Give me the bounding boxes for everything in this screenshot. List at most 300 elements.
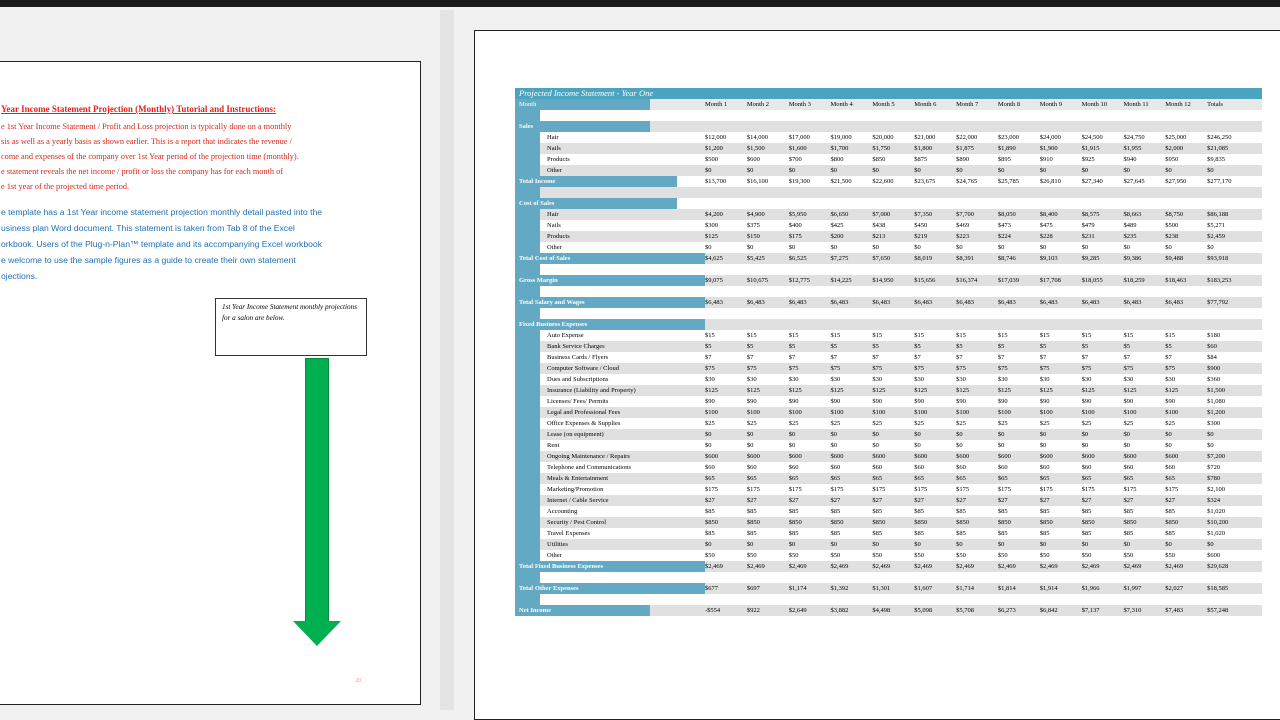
value-cell: $25	[1123, 420, 1134, 427]
value-cell: $50	[705, 552, 715, 559]
value-cell: $30	[872, 376, 883, 383]
line-item-row	[515, 330, 1262, 341]
value-cell: $100	[1165, 409, 1179, 416]
value-cell: $5,425	[746, 255, 765, 262]
value-cell: $100	[1081, 409, 1095, 416]
section-row	[515, 176, 1262, 187]
line-item-row	[515, 385, 1262, 396]
value-cell: $50	[1123, 552, 1134, 559]
value-cell: $75	[1039, 365, 1050, 372]
row-label	[515, 253, 705, 264]
value-cell: $4,900	[746, 211, 765, 218]
value-cell: $14,000	[746, 134, 768, 141]
value-cell: $30	[1081, 376, 1092, 383]
value-cell: $60	[705, 464, 715, 471]
value-cell: $0	[1165, 442, 1172, 449]
row-label	[515, 264, 705, 275]
value-cell: $850	[1039, 519, 1053, 526]
line-item-row	[515, 341, 1262, 352]
value-cell: $100	[705, 409, 718, 416]
value-cell: $850	[997, 519, 1011, 526]
line-item-row	[515, 440, 1262, 451]
value-cell: $2,469	[997, 563, 1016, 570]
value-cell: $7	[788, 354, 796, 361]
value-cell: $850	[746, 519, 760, 526]
value-cell: $2,459	[1207, 233, 1225, 240]
value-cell: $677	[705, 585, 718, 592]
value-cell: $0	[997, 167, 1005, 174]
value-cell: $17,000	[788, 134, 810, 141]
column-header: Month 11	[1123, 101, 1149, 108]
value-cell: $15	[1165, 332, 1176, 339]
value-cell: $18,585	[1207, 585, 1229, 592]
value-cell: $90	[956, 398, 966, 405]
blank-row	[515, 110, 1262, 121]
callout-box: 1st Year Income Statement monthly projections for a salon are below.	[215, 298, 367, 356]
value-cell: $1,700	[830, 145, 849, 152]
value-cell: $30	[746, 376, 757, 383]
row-label	[515, 561, 705, 572]
value-cell: $0	[872, 431, 879, 438]
value-cell: $0	[746, 442, 754, 449]
value-cell: $5	[705, 343, 712, 350]
value-cell: $0	[830, 431, 838, 438]
row-label	[515, 429, 705, 440]
row-label	[515, 242, 705, 253]
value-cell: $1,890	[997, 145, 1016, 152]
value-cell: $1,915	[1081, 145, 1100, 152]
value-cell: $5	[914, 343, 921, 350]
value-cell: $65	[872, 475, 883, 482]
value-cell: $0	[1207, 541, 1214, 548]
value-cell: $30	[997, 376, 1008, 383]
value-cell: $7,650	[872, 255, 891, 262]
value-cell: $125	[1123, 387, 1137, 394]
value-cell: $0	[705, 442, 712, 449]
month-header-label: Month	[515, 99, 705, 110]
intro-line: come and expenses of the company over 1st Year period of the projection time (monthly).	[1, 152, 299, 161]
value-cell: $85	[1123, 530, 1134, 537]
value-cell: $25	[997, 420, 1008, 427]
row-label	[515, 121, 705, 132]
section-row	[515, 319, 1262, 330]
value-cell: $0	[1165, 244, 1172, 251]
value-cell: $5,271	[1207, 222, 1225, 229]
value-cell: $100	[914, 409, 928, 416]
row-label	[515, 451, 705, 462]
value-cell: $25	[872, 420, 883, 427]
value-cell: $90	[872, 398, 883, 405]
value-cell: $8,391	[956, 255, 974, 262]
value-cell: $60	[1123, 464, 1134, 471]
value-cell: $0	[1081, 167, 1089, 174]
value-cell: $65	[788, 475, 799, 482]
row-label-text: Internet / Cable Service	[547, 497, 609, 504]
value-cell: $0	[997, 442, 1005, 449]
value-cell: $0	[997, 541, 1005, 548]
value-cell: $60	[788, 464, 799, 471]
value-cell: $7	[914, 354, 921, 361]
value-cell: $27,645	[1123, 178, 1145, 185]
value-cell: $10,200	[1207, 519, 1229, 526]
line-item-row	[515, 506, 1262, 517]
value-cell: $0	[1165, 167, 1172, 174]
value-cell: $469	[956, 222, 970, 229]
value-cell: $25	[830, 420, 841, 427]
value-cell: $7,137	[1081, 607, 1100, 614]
row-label-text: Computer Software / Cloud	[547, 365, 620, 372]
value-cell: $600	[1081, 453, 1095, 460]
value-cell: $1,875	[956, 145, 974, 152]
value-cell: $60	[997, 464, 1008, 471]
intro-line: e 1st year of the projected time period.	[1, 182, 130, 191]
value-cell: $600	[705, 453, 718, 460]
value-cell: $6,483	[956, 299, 974, 306]
line-item-row	[515, 220, 1262, 231]
value-cell: $0	[1165, 541, 1172, 548]
value-cell: $5,098	[914, 607, 933, 614]
column-header: Totals	[1207, 101, 1223, 108]
value-cell: $0	[1081, 431, 1089, 438]
value-cell: $100	[1039, 409, 1053, 416]
value-cell: $1,080	[1207, 398, 1225, 405]
row-label-text: Hair	[547, 211, 559, 218]
row-label-text: Marketing/Promotion	[547, 486, 604, 493]
value-cell: $0	[746, 431, 754, 438]
value-cell: $600	[914, 453, 928, 460]
row-label	[515, 341, 705, 352]
value-cell: $30	[1039, 376, 1050, 383]
value-cell: $27	[872, 497, 883, 504]
value-cell: $60	[1039, 464, 1050, 471]
value-cell: $910	[1039, 156, 1053, 163]
value-cell: $1,997	[1123, 585, 1142, 592]
down-arrow-icon	[305, 358, 329, 622]
value-cell: $90	[1039, 398, 1050, 405]
template-note-paragraph	[1, 204, 366, 284]
value-cell: $438	[872, 222, 886, 229]
value-cell: $0	[956, 167, 963, 174]
value-cell: $1,500	[1207, 387, 1225, 394]
value-cell: $14,225	[830, 277, 852, 284]
value-cell: $8,019	[914, 255, 933, 262]
row-label	[515, 220, 705, 231]
value-cell: $22,600	[872, 178, 894, 185]
row-label	[515, 484, 705, 495]
value-cell: $0	[872, 442, 879, 449]
value-cell: $400	[788, 222, 802, 229]
value-cell: $0	[997, 431, 1005, 438]
value-cell: $6,483	[1123, 299, 1142, 306]
value-cell: $7,275	[830, 255, 849, 262]
row-label	[515, 297, 705, 308]
value-cell: $9,103	[1039, 255, 1058, 262]
line-item-row	[515, 374, 1262, 385]
line-item-row	[515, 429, 1262, 440]
value-cell: $900	[1207, 365, 1221, 372]
column-header: Month 2	[746, 101, 770, 108]
value-cell: $600	[1039, 453, 1053, 460]
value-cell: $27	[788, 497, 799, 504]
column-header-row	[515, 99, 1262, 110]
value-cell: $2,469	[1039, 563, 1058, 570]
value-cell: $50	[1165, 552, 1176, 559]
value-cell: $4,200	[705, 211, 723, 218]
value-cell: $0	[705, 244, 712, 251]
row-label	[515, 385, 705, 396]
value-cell: $75	[956, 365, 966, 372]
row-label-text: Security / Pest Control	[547, 519, 607, 526]
value-cell: $60	[746, 464, 757, 471]
row-label	[515, 462, 705, 473]
value-cell: $18,259	[1123, 277, 1145, 284]
value-cell: $473	[997, 222, 1011, 229]
value-cell: $600	[830, 453, 844, 460]
value-cell: $0	[705, 167, 712, 174]
value-cell: $29,628	[1207, 563, 1229, 570]
line-item-row	[515, 418, 1262, 429]
value-cell: $25	[746, 420, 757, 427]
value-cell: $65	[746, 475, 757, 482]
value-cell: $300	[1207, 420, 1221, 427]
value-cell: $0	[1123, 431, 1130, 438]
value-cell: $228	[1039, 233, 1053, 240]
value-cell: $0	[914, 244, 921, 251]
row-label	[515, 473, 705, 484]
value-cell: $15	[1123, 332, 1134, 339]
row-label	[515, 209, 705, 220]
value-cell: $84	[1207, 354, 1217, 361]
value-cell: $22,000	[956, 134, 978, 141]
row-label-text: Gross Margin	[519, 277, 558, 284]
line-item-row	[515, 132, 1262, 143]
row-label-text: Licenses/ Fees/ Permits	[547, 398, 609, 405]
value-cell: $9,285	[1081, 255, 1100, 262]
value-cell: $238	[1165, 233, 1179, 240]
value-cell: $14,950	[872, 277, 894, 284]
value-cell: $16,374	[956, 277, 978, 284]
value-cell: $25	[788, 420, 799, 427]
value-cell: $85	[914, 530, 924, 537]
row-label	[515, 275, 705, 286]
column-header: Month 1	[705, 101, 728, 108]
value-cell: $5,950	[788, 211, 807, 218]
value-cell: $850	[872, 156, 886, 163]
value-cell: $850	[956, 519, 970, 526]
value-cell: $125	[872, 387, 886, 394]
value-cell: $27	[1039, 497, 1050, 504]
row-label	[515, 594, 705, 605]
value-cell: $30	[956, 376, 966, 383]
value-cell: $850	[1081, 519, 1095, 526]
value-cell: $10,675	[746, 277, 768, 284]
value-cell: $5	[1039, 343, 1047, 350]
line-item-row	[515, 484, 1262, 495]
blank-row	[515, 572, 1262, 583]
row-label-text: Cost of Sales	[519, 200, 555, 207]
value-cell: $93,918	[1207, 255, 1229, 262]
value-cell: $5	[830, 343, 838, 350]
row-label	[515, 539, 705, 550]
intro-paragraph	[1, 119, 361, 194]
value-cell: $0	[746, 244, 754, 251]
value-cell: $50	[1081, 552, 1092, 559]
value-cell: $27	[746, 497, 757, 504]
value-cell: $850	[705, 519, 718, 526]
intro-line: e statement reveals the net income / profit or loss the company has for each month of	[1, 167, 284, 176]
value-cell: $5	[956, 343, 963, 350]
row-label-text: Total Income	[519, 178, 556, 185]
value-cell: $75	[1081, 365, 1092, 372]
value-cell: $1,607	[914, 585, 933, 592]
row-label-text: Nails	[547, 222, 561, 229]
value-cell: $30	[788, 376, 799, 383]
value-cell: $6,842	[1039, 607, 1058, 614]
value-cell: $5	[746, 343, 754, 350]
column-header: Month 5	[872, 101, 895, 108]
value-cell: $15	[830, 332, 841, 339]
value-cell: $27,340	[1081, 178, 1103, 185]
value-cell: $0	[830, 442, 838, 449]
value-cell: $0	[746, 541, 754, 548]
line-item-row	[515, 154, 1262, 165]
value-cell: $0	[914, 541, 921, 548]
value-cell: $85	[746, 508, 757, 515]
value-cell: $19,000	[830, 134, 852, 141]
column-header: Month 4	[830, 101, 853, 108]
row-label	[515, 506, 705, 517]
value-cell: $50	[830, 552, 841, 559]
value-cell: $780	[1207, 475, 1221, 482]
value-cell: $224	[997, 233, 1011, 240]
value-cell: $90	[746, 398, 757, 405]
value-cell: $85	[1039, 530, 1050, 537]
value-cell: $85	[830, 530, 841, 537]
row-label	[515, 495, 705, 506]
line-item-row	[515, 462, 1262, 473]
row-label	[515, 407, 705, 418]
value-cell: $850	[1165, 519, 1179, 526]
row-label-text: Total Other Expenses	[519, 585, 579, 592]
value-cell: $1,020	[1207, 508, 1225, 515]
value-cell: $175	[1081, 486, 1095, 493]
value-cell: $12,775	[788, 277, 810, 284]
value-cell: $6,483	[788, 299, 807, 306]
row-label	[515, 154, 705, 165]
value-cell: $24,765	[956, 178, 978, 185]
line-item-row	[515, 143, 1262, 154]
value-cell: $60	[1081, 464, 1092, 471]
value-cell: $213	[872, 233, 886, 240]
value-cell: $4,625	[705, 255, 723, 262]
value-cell: $6,483	[914, 299, 933, 306]
value-cell: $6,483	[997, 299, 1016, 306]
value-cell: $18,463	[1165, 277, 1187, 284]
value-cell: $75	[830, 365, 841, 372]
value-cell: $60	[1207, 343, 1217, 350]
row-label-text: Lease (on equipment)	[547, 431, 604, 438]
value-cell: $1,600	[788, 145, 807, 152]
value-cell: $85	[914, 508, 924, 515]
value-cell: $0	[956, 431, 963, 438]
row-label-text: Products	[547, 156, 570, 163]
value-cell: $90	[997, 398, 1008, 405]
value-cell: $922	[746, 607, 760, 614]
row-label-text: Sales	[519, 123, 534, 130]
value-cell: $850	[1123, 519, 1137, 526]
value-cell: $15	[872, 332, 883, 339]
value-cell: $8,663	[1123, 211, 1142, 218]
value-cell: $125	[746, 387, 760, 394]
value-cell: $0	[1039, 442, 1047, 449]
value-cell: $1,900	[1039, 145, 1058, 152]
value-cell: $2,469	[830, 563, 849, 570]
value-cell: $85	[788, 530, 799, 537]
value-cell: $2,469	[788, 563, 807, 570]
value-cell: $25	[1039, 420, 1050, 427]
value-cell: $7	[1039, 354, 1047, 361]
line-item-row	[515, 539, 1262, 550]
row-label	[515, 165, 705, 176]
value-cell: $7,700	[956, 211, 974, 218]
row-label	[515, 583, 705, 594]
income-statement-table	[515, 88, 1262, 616]
value-cell: $75	[872, 365, 883, 372]
value-cell: $85	[705, 530, 715, 537]
section-row	[515, 253, 1262, 264]
row-label-text: Meals & Entertainment	[547, 475, 609, 482]
value-cell: $90	[1081, 398, 1092, 405]
value-cell: $6,483	[1081, 299, 1100, 306]
value-cell: $500	[1165, 222, 1179, 229]
value-cell: $0	[1081, 244, 1089, 251]
value-cell: $246,250	[1207, 134, 1232, 141]
value-cell: $100	[830, 409, 844, 416]
value-cell: $15	[1039, 332, 1050, 339]
row-label	[515, 517, 705, 528]
value-cell: $0	[914, 442, 921, 449]
value-cell: $895	[997, 156, 1011, 163]
value-cell: $65	[1081, 475, 1092, 482]
column-header: Month 12	[1165, 101, 1191, 108]
value-cell: $5	[872, 343, 879, 350]
row-label-text: Products	[547, 233, 570, 240]
value-cell: $175	[956, 486, 970, 493]
value-cell: $75	[914, 365, 924, 372]
value-cell: $1,955	[1123, 145, 1142, 152]
value-cell: $21,500	[830, 178, 852, 185]
value-cell: $850	[788, 519, 802, 526]
value-cell: $175	[1123, 486, 1137, 493]
line-item-row	[515, 495, 1262, 506]
blank-row	[515, 308, 1262, 319]
column-header: Month 3	[788, 101, 811, 108]
row-label-text: Total Cost of Sales	[519, 255, 571, 262]
value-cell: $6,273	[997, 607, 1016, 614]
line-item-row	[515, 209, 1262, 220]
value-cell: $85	[788, 508, 799, 515]
row-label-text: Office Expenses & Supplies	[547, 420, 621, 427]
line-item-row	[515, 352, 1262, 363]
row-label-text: Bank Service Charges	[547, 343, 605, 350]
value-cell: $0	[1165, 431, 1172, 438]
row-label-text: Other	[547, 244, 562, 251]
value-cell: $0	[830, 244, 838, 251]
value-cell: $30	[830, 376, 841, 383]
column-header: Month 7	[956, 101, 979, 108]
value-cell: $475	[1039, 222, 1053, 229]
value-cell: $100	[788, 409, 802, 416]
